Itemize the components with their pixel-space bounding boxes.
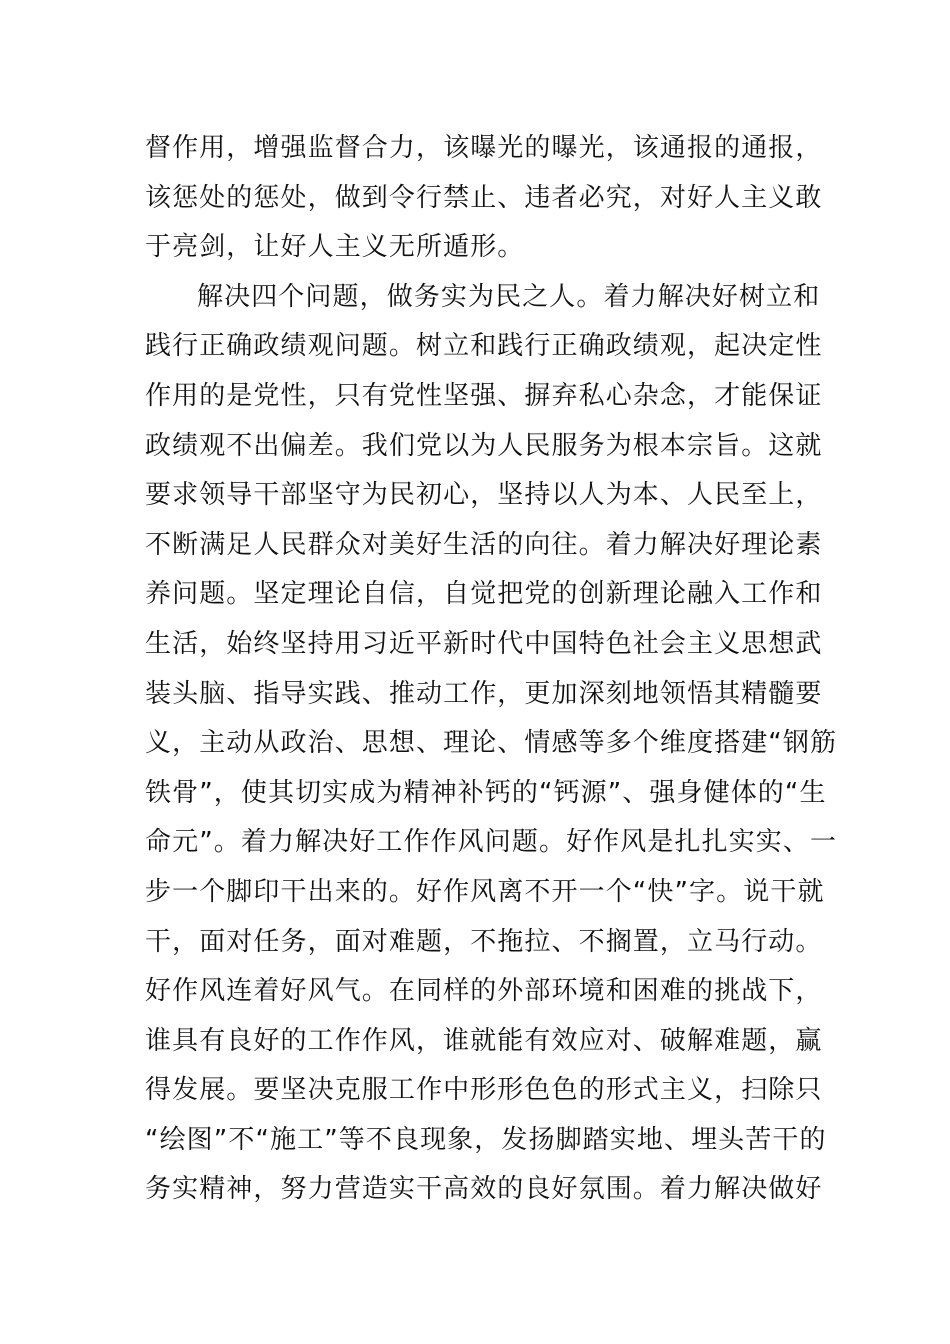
text-line: 干，面对任务，面对难题，不拖拉、不搁置，立马行动。 bbox=[145, 926, 823, 957]
text-line: 务实精神，努力营造实干高效的良好氛围。着力解决做好 bbox=[145, 1174, 823, 1205]
text-line: “绘图”不“施工”等不良现象，发扬脚踏实地、埋头苦干的 bbox=[145, 1124, 827, 1155]
paragraph-first-line: 解决四个问题，做务实为民之人。着力解决好树立和 bbox=[197, 281, 821, 312]
text-line: 步一个脚印干出来的。好作风离不开一个“快”字。说干就 bbox=[145, 876, 825, 907]
text-line: 铁骨”，使其切实成为精神补钙的“钙源”、强身健体的“生 bbox=[145, 777, 827, 808]
text-line: 不断满足人民群众对美好生活的向往。着力解决好理论素 bbox=[145, 529, 823, 560]
document-body-text bbox=[145, 124, 838, 1215]
text-line: 装头脑、指导实践、推动工作，更加深刻地领悟其精髓要 bbox=[145, 678, 823, 709]
text-line: 于亮剑，让好人主义无所遁形。 bbox=[145, 232, 525, 263]
text-line: 生活，始终坚持用习近平新时代中国特色社会主义思想武 bbox=[145, 628, 823, 659]
text-line: 好作风连着好风气。在同样的外部环境和困难的挑战下， bbox=[145, 976, 823, 1007]
text-line: 谁具有良好的工作作风，谁就能有效应对、破解难题，赢 bbox=[145, 1025, 823, 1056]
text-line: 得发展。要坚决克服工作中形形色色的形式主义，扫除只 bbox=[145, 1075, 823, 1106]
text-line: 该惩处的惩处，做到令行禁止、违者必究，对好人主义敢 bbox=[145, 182, 823, 213]
text-line: 政绩观不出偏差。我们党以为人民服务为根本宗旨。这就 bbox=[145, 430, 823, 461]
text-line: 督作用，增强监督合力，该曝光的曝光，该通报的通报， bbox=[145, 133, 823, 163]
text-line: 命元”。着力解决好工作作风问题。好作风是扎扎实实、一 bbox=[145, 827, 838, 858]
text-line: 要求领导干部坚守为民初心，坚持以人为本、人民至上， bbox=[145, 480, 823, 511]
text-line: 作用的是党性，只有党性坚强、摒弃私心杂念，才能保证 bbox=[145, 380, 823, 411]
text-line: 义，主动从政治、思想、理论、情感等多个维度搭建“钢筋 bbox=[145, 728, 838, 759]
text-line: 养问题。坚定理论自信，自觉把党的创新理论融入工作和 bbox=[145, 579, 823, 610]
text-line: 践行正确政绩观问题。树立和践行正确政绩观，起决定性 bbox=[145, 331, 823, 362]
